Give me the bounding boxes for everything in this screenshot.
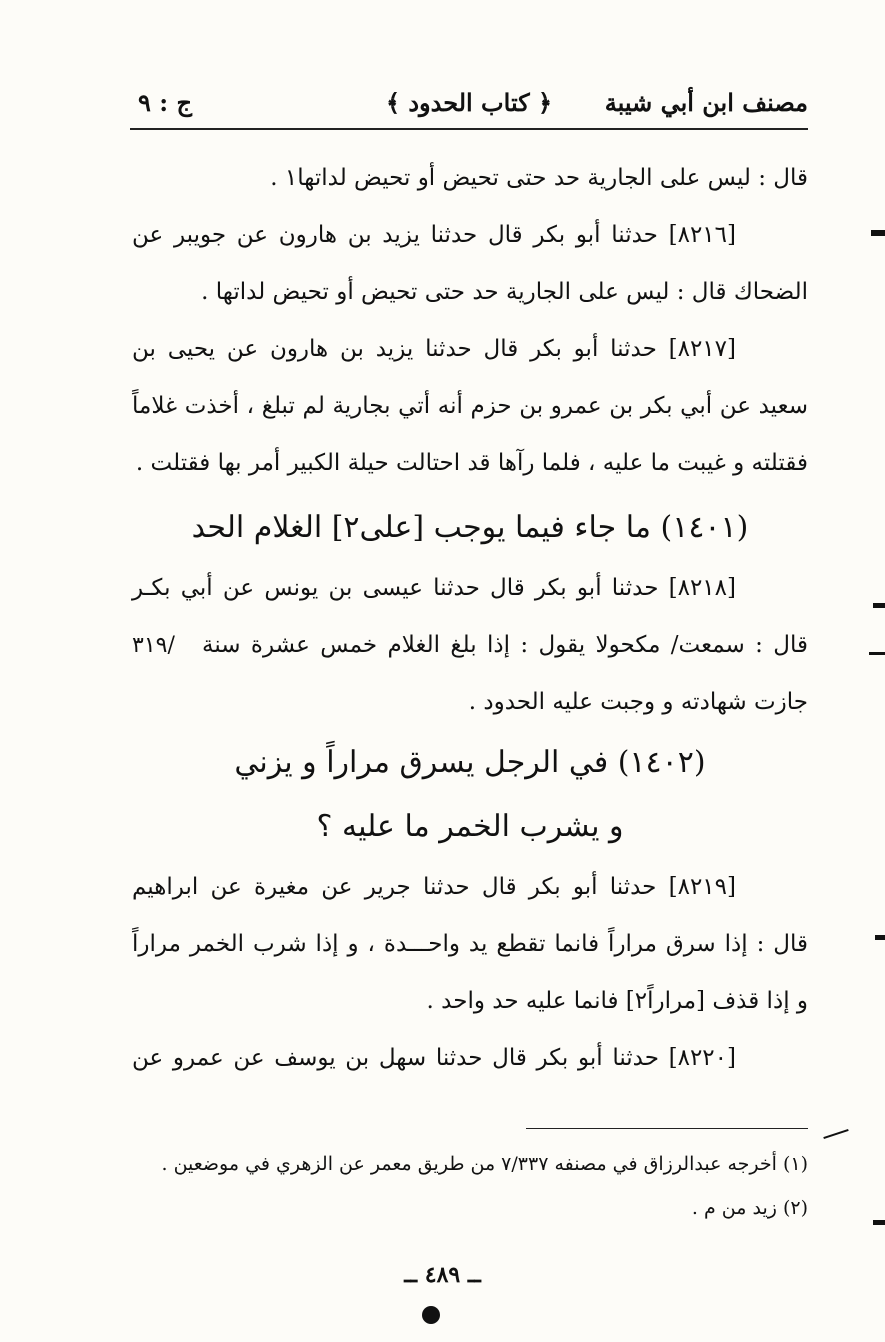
text-line xyxy=(132,617,808,674)
scan-edge-mark xyxy=(873,1220,885,1225)
scan-edge-mark xyxy=(871,230,885,236)
footnotes xyxy=(132,1142,808,1230)
section-title: ﴿ كتاب الحدود ﴾ xyxy=(385,88,553,117)
text-line: قال : إذا سرق مراراً فانما تقطع يد واحـــدة ، و إذا شرب الخمر مراراً xyxy=(132,931,808,957)
chapter-title-1401: (١٤٠١) ما جاء فيما يوجب [على٢] الغلام الحد xyxy=(191,510,749,545)
page-number: ــ ٤٨٩ ــ xyxy=(404,1262,481,1288)
footnote-2: (٢) زيد من م . xyxy=(691,1197,808,1219)
hadith-8217-start: [٨٢١٧] حدثنا أبو بكر قال حدثنا يزيد بن هارون عن يحيى بن xyxy=(132,336,736,362)
text-line: قال : ليس على الجارية حد حتى تحيض أو تحيض لداتها١ . xyxy=(270,165,808,191)
scan-edge-mark xyxy=(875,935,885,940)
text-line-content: قال : سمعت/ مكحولا يقول : إذا بلغ الغلام خمس عشرة سنة xyxy=(202,632,808,658)
volume-number: ج : ٩ xyxy=(138,88,192,117)
scan-edge-mark xyxy=(823,1129,848,1139)
text-line: سعيد عن أبي بكر بن عمرو بن حزم أنه أتي بجارية لم تبلغ ، أخذت غلاماً xyxy=(132,393,808,419)
scan-ink-dot xyxy=(422,1306,440,1324)
hadith-8219-start: [٨٢١٩] حدثنا أبو بكر قال حدثنا جرير عن مغيرة عن ابراهيم xyxy=(132,874,736,900)
hadith-8220-start: [٨٢٢٠] حدثنا أبو بكر قال حدثنا سهل بن يوسف عن عمرو عن xyxy=(132,1045,736,1071)
text-line: جازت شهادته و وجبت عليه الحدود . xyxy=(468,689,808,715)
text-line: و إذا قذف [مراراً٢] فانما عليه حد واحد . xyxy=(426,988,808,1014)
footnote-divider xyxy=(526,1128,808,1129)
scan-edge-mark xyxy=(873,603,885,608)
footnote-1: (١) أخرجه عبدالرزاق في مصنفه ٧/٣٣٧ من طريق معمر عن الزهري في موضعين . xyxy=(161,1153,808,1175)
hadith-8218-start: [٨٢١٨] حدثنا أبو بكر قال حدثنا عيسى بن يونس عن أبي بكـر xyxy=(132,575,736,601)
chapter-title-1402: (١٤٠٢) في الرجل يسرق مراراً و يزني xyxy=(234,745,706,780)
scan-edge-mark xyxy=(869,652,885,655)
hadith-8216-start: [٨٢١٦] حدثنا أبو بكر قال حدثنا يزيد بن هارون عن جويبر عن xyxy=(132,222,736,248)
running-header xyxy=(130,78,808,130)
text-line: الضحاك قال : ليس على الجارية حد حتى تحيض أو تحيض لداتها . xyxy=(201,279,808,305)
manuscript-folio-marker: /٣١٩ xyxy=(132,633,175,658)
main-text xyxy=(132,150,808,1087)
chapter-title-1402-cont: و يشرب الخمر ما عليه ؟ xyxy=(316,809,624,844)
text-line: فقتلته و غيبت ما عليه ، فلما رآها قد احتالت حيلة الكبير أمر بها فقتلت . xyxy=(135,450,808,476)
book-title: مصنف ابن أبي شيبة xyxy=(604,88,808,117)
